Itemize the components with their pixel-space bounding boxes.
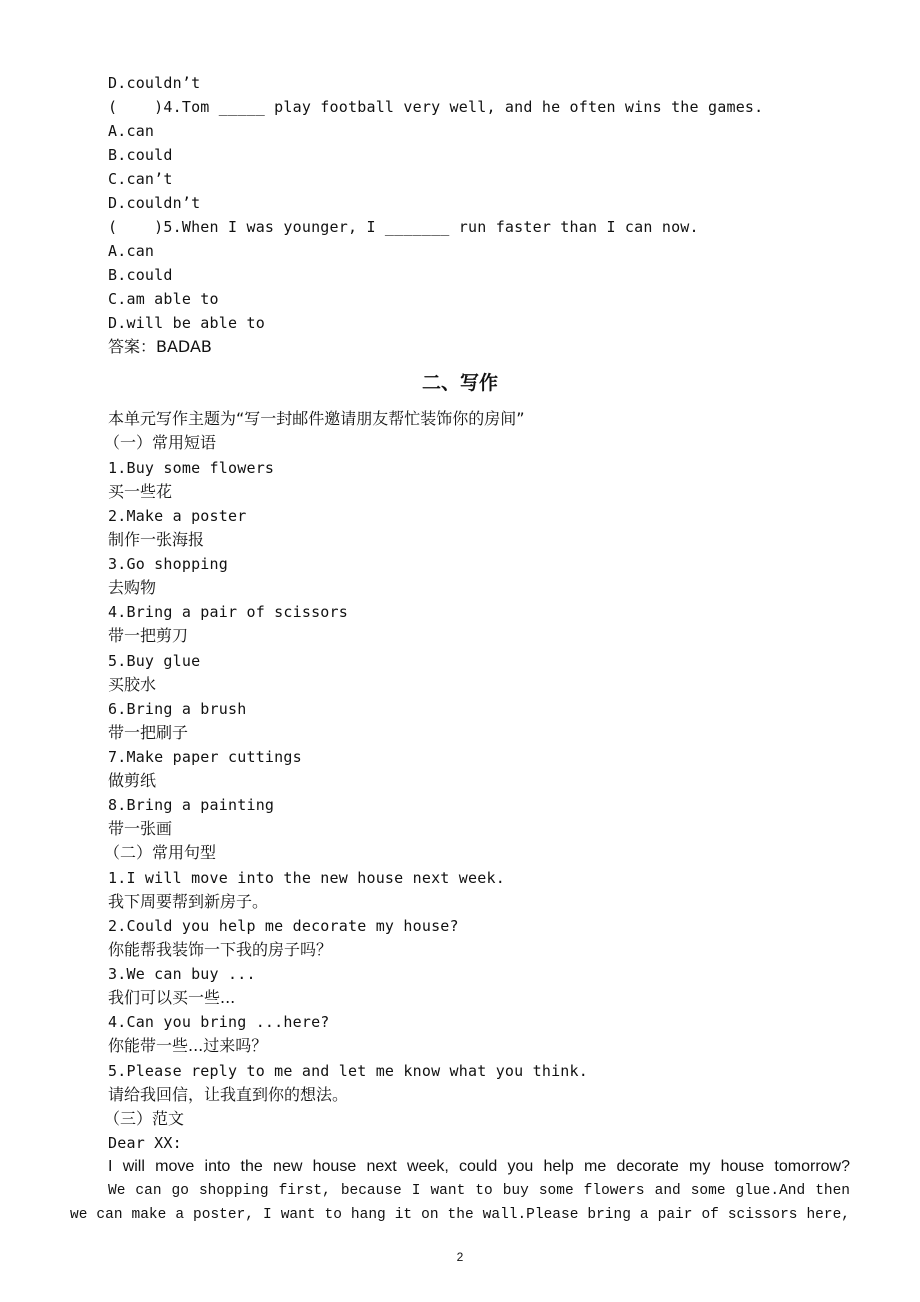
sentence-1-cn: 我下周要帮到新房子。 [108,892,269,911]
q4-option-c: C.can’t [108,170,173,188]
phrase-3-cn: 去购物 [108,578,157,597]
sample-line-2: We can go shopping first, because I want to buy some flowers and some glue.And then [108,1183,850,1199]
q4-stem: ( )4.Tom _____ play football very well, and he often wins the games. [108,98,764,116]
phrase-4-en: 4.Bring a pair of scissors [108,603,348,621]
phrase-5-cn: 买胶水 [108,675,157,694]
sentence-4-en: 4.Can you bring ...here? [108,1013,330,1031]
phrase-8-en: 8.Bring a painting [108,796,275,814]
writing-topic: 本单元写作主题为“写一封邮件邀请朋友帮忙装饰你的房间” [108,409,525,428]
q3-option-d: D.couldn’t [108,74,201,92]
phrase-7-cn: 做剪纸 [108,771,157,790]
phrase-3-en: 3.Go shopping [108,555,228,573]
phrase-2-cn: 制作一张海报 [108,530,205,549]
phrase-1-en: 1.Buy some flowers [108,459,275,477]
sentence-3-en: 3.We can buy ... [108,965,256,983]
q5-option-d: D.will be able to [108,314,265,332]
phrase-6-en: 6.Bring a brush [108,700,247,718]
sentence-2-en: 2.Could you help me decorate my house? [108,917,459,935]
sentence-4-cn: 你能带一些...过来吗？ [108,1036,268,1055]
sample-line-1: I will move into the new house next week, could you help me decorate my house tomorrow? [108,1158,850,1175]
phrase-6-cn: 带一把刷子 [108,723,189,742]
page-number: 2 [456,1250,464,1264]
phrase-1-cn: 买一些花 [108,482,173,501]
section-title: 二、写作 [421,372,498,394]
sample-title: （三）范文 [104,1109,185,1128]
phrase-8-cn: 带一张画 [108,819,173,838]
q4-option-a: A.can [108,122,155,140]
q4-option-d: D.couldn’t [108,194,201,212]
sentence-5-cn: 请给我回信，让我直到你的想法。 [108,1085,349,1104]
sample-line-3: we can make a poster, I want to hang it on the wall.Please bring a pair of scissors here, [70,1207,850,1223]
q4-option-b: B.could [108,146,173,164]
phrase-7-en: 7.Make paper cuttings [108,748,302,766]
phrase-4-cn: 带一把剪刀 [108,626,189,645]
q5-option-c: C.am able to [108,290,219,308]
sentence-5-en: 5.Please reply to me and let me know what you think. [108,1062,588,1080]
sentence-3-cn: 我们可以买一些... [108,988,236,1007]
q5-stem: ( )5.When I was younger, I _______ run faster than I can now. [108,218,699,236]
phrase-5-en: 5.Buy glue [108,652,201,670]
q5-option-a: A.can [108,242,155,260]
sentences-title: （二）常用句型 [104,843,217,862]
sentence-1-en: 1.I will move into the new house next week. [108,869,505,887]
answer-key: 答案：BADAB [108,337,212,356]
phrases-title: （一）常用短语 [104,433,217,452]
q5-option-b: B.could [108,266,173,284]
phrase-2-en: 2.Make a poster [108,507,247,525]
sentence-2-cn: 你能帮我装饰一下我的房子吗？ [108,940,333,959]
sample-greeting: Dear XX: [108,1134,182,1152]
